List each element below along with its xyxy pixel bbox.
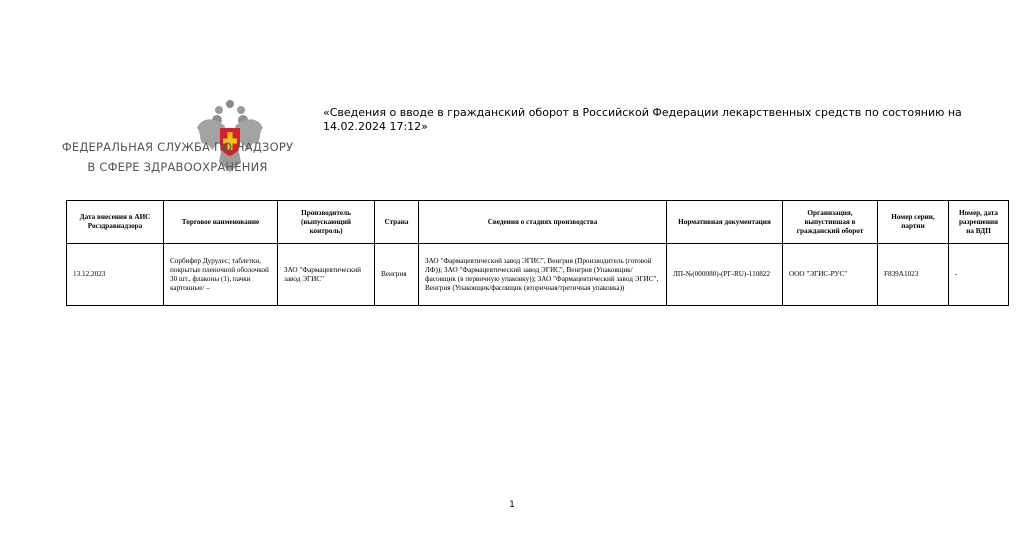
- cell-permit: -: [949, 244, 1009, 306]
- registry-table: [66, 200, 1009, 306]
- cell-manufacturer: ЗАО "Фармацевтический завод ЭГИС": [278, 244, 375, 306]
- column-header-organization: Организация, выпустившая в гражданский оборот: [783, 201, 878, 244]
- cell-series: F839A1023: [878, 244, 949, 306]
- agency-name-line1: ФЕДЕРАЛЬНАЯ СЛУЖБА ПО НАДЗОРУ: [61, 140, 294, 154]
- cell-trade-name: Сорбифер Дурулес; таблетки, покрытые пленочной оболочкой 30 шт., флаконы (1), пачки картонные/ –: [164, 244, 278, 306]
- cell-country: Венгрия: [375, 244, 419, 306]
- agency-name-line2: В СФЕРЕ ЗДРАВООХРАНЕНИЯ: [87, 160, 268, 174]
- cell-production-stages: ЗАО "Фармацевтический завод ЭГИС", Венгрия (Производитель (готовой ЛФ)); ЗАО "Фармацевтический завод ЭГИС", Венгрия (Упаковщик/фасовщик (в первичную упаковку)); ЗАО "Фармацевтический завод ЭГИС", Венгрия (Упаковщик/фасовщик (вторичная/третичная упаковка)): [419, 244, 667, 306]
- column-header-series: Номер серии, партии: [878, 201, 949, 244]
- agency-logo: [60, 48, 295, 178]
- column-header-trade-name: Торговое наименование: [164, 201, 278, 244]
- page-number: 1: [509, 500, 515, 510]
- document-title: «Сведения о вводе в гражданский оборот в Российской Федерации лекарственных средств по состоянию на 14.02.2024 17:12»: [323, 106, 962, 133]
- cell-normative-doc: ЛП-№(000080)-(РГ-RU)-110822: [667, 244, 783, 306]
- column-header-manufacturer: Производитель (выпускающий контроль): [278, 201, 375, 244]
- cell-organization: ООО "ЭГИС-РУС": [783, 244, 878, 306]
- column-header-production-stages: Сведения о стадиях производства: [419, 201, 667, 244]
- table-row: [67, 244, 1009, 306]
- column-header-country: Страна: [375, 201, 419, 244]
- table-header-row: [67, 201, 1009, 244]
- column-header-date: Дата внесения в АИС Росздравнадзора: [67, 201, 164, 244]
- column-header-normative-doc: Нормативная документация: [667, 201, 783, 244]
- cell-date: 13.12.2023: [67, 244, 164, 306]
- column-header-permit: Номер, дата разрешения на ВДП: [949, 201, 1009, 244]
